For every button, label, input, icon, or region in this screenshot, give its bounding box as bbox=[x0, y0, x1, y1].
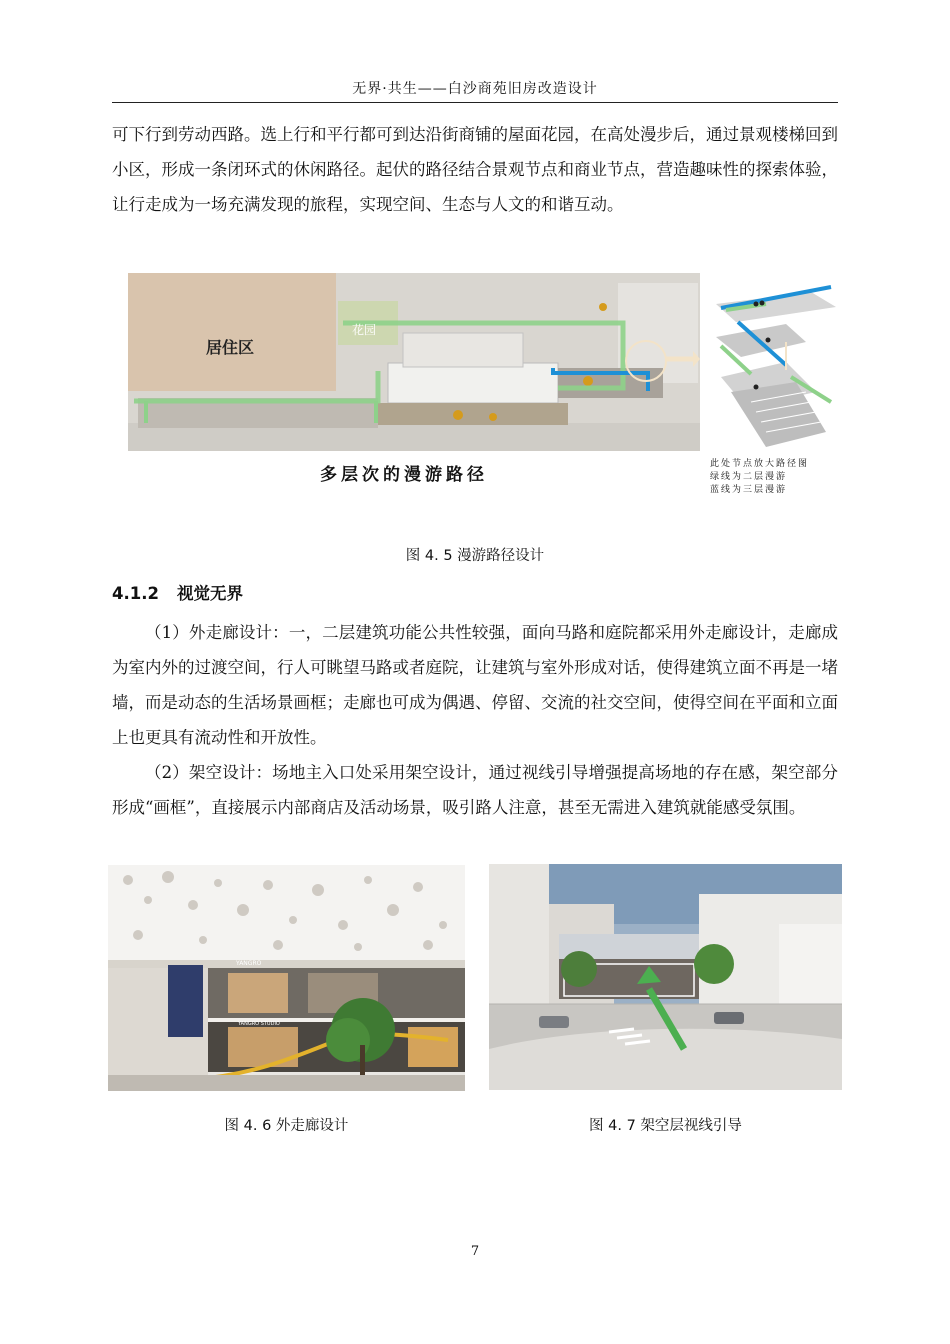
stilt-floor-render bbox=[489, 864, 842, 1090]
route-plan-render bbox=[128, 273, 700, 451]
figure-4-6-image bbox=[108, 865, 465, 1091]
legend-line-3: 蓝线为三层漫游 bbox=[710, 485, 788, 495]
node-detail-diagram bbox=[706, 282, 836, 450]
corridor-render bbox=[108, 865, 465, 1091]
legend-line-2: 绿线为二层漫游 bbox=[710, 472, 788, 482]
storefront-sign-1: YANGRO bbox=[236, 960, 262, 967]
running-header: 无界·共生——白沙商苑旧房改造设计 bbox=[352, 81, 598, 97]
body-paragraph-1: 可下行到劳动西路。选上行和平行都可到达沿街商铺的屋面花园，在高处漫步后，通过景观楼梯回到小区，形成一条闭环式的休闲路径。起伏的路径结合景观节点和商业节点，营造趣味性的探索体验，让行走成为一场充满发现的旅程，实现空间、生态与人文的和谐互动。 bbox=[112, 125, 838, 214]
figure-4-5-caption: 图 4. 5 漫游路径设计 bbox=[405, 548, 545, 564]
figure-4-5-legend bbox=[710, 458, 809, 497]
residential-zone bbox=[128, 273, 336, 391]
section-number: 4.1.2 bbox=[112, 584, 159, 603]
body-paragraph-2: （1）外走廊设计：一，二层建筑功能公共性较强，面向马路和庭院都采用外走廊设计，走廊成为室内外的过渡空间，行人可眺望马路或者庭院，让建筑与室外形成对话，使得建筑立面不再是一堵墙，而是动态的生活场景画框；走廊也可成为偶遇、停留、交流的社交空间，使得空间在平面和立面上也更具有流动性和开放性。 bbox=[112, 623, 838, 747]
page-number: 7 bbox=[470, 1244, 480, 1259]
figure-4-7-caption: 图 4. 7 架空层视线引导 bbox=[589, 1118, 742, 1134]
figure-4-6-caption: 图 4. 6 外走廊设计 bbox=[224, 1118, 349, 1134]
figure-4-5-subtitle: 多层次的漫游路径 bbox=[320, 465, 488, 485]
section-title: 视觉无界 bbox=[176, 584, 243, 603]
storefront-sign-2: YANGRO STUDIO bbox=[238, 1021, 280, 1027]
section-heading bbox=[112, 580, 243, 604]
header-rule bbox=[112, 102, 838, 103]
figure-4-7-image bbox=[489, 864, 842, 1090]
body-paragraph-3: （2）架空设计：场地主入口处采用架空设计，通过视线引导增强提高场地的存在感，架空部分形成“画框”，直接展示内部商店及活动场景，吸引路人注意，甚至无需进入建筑就能感受氛围。 bbox=[112, 763, 838, 817]
figure-4-5-image bbox=[128, 273, 700, 451]
legend-line-1: 此处节点放大路径图 bbox=[710, 459, 810, 469]
residential-label: 居住区 bbox=[206, 338, 255, 357]
figure-4-5-node-detail bbox=[706, 282, 836, 450]
garden-label: 花园 bbox=[352, 323, 377, 337]
